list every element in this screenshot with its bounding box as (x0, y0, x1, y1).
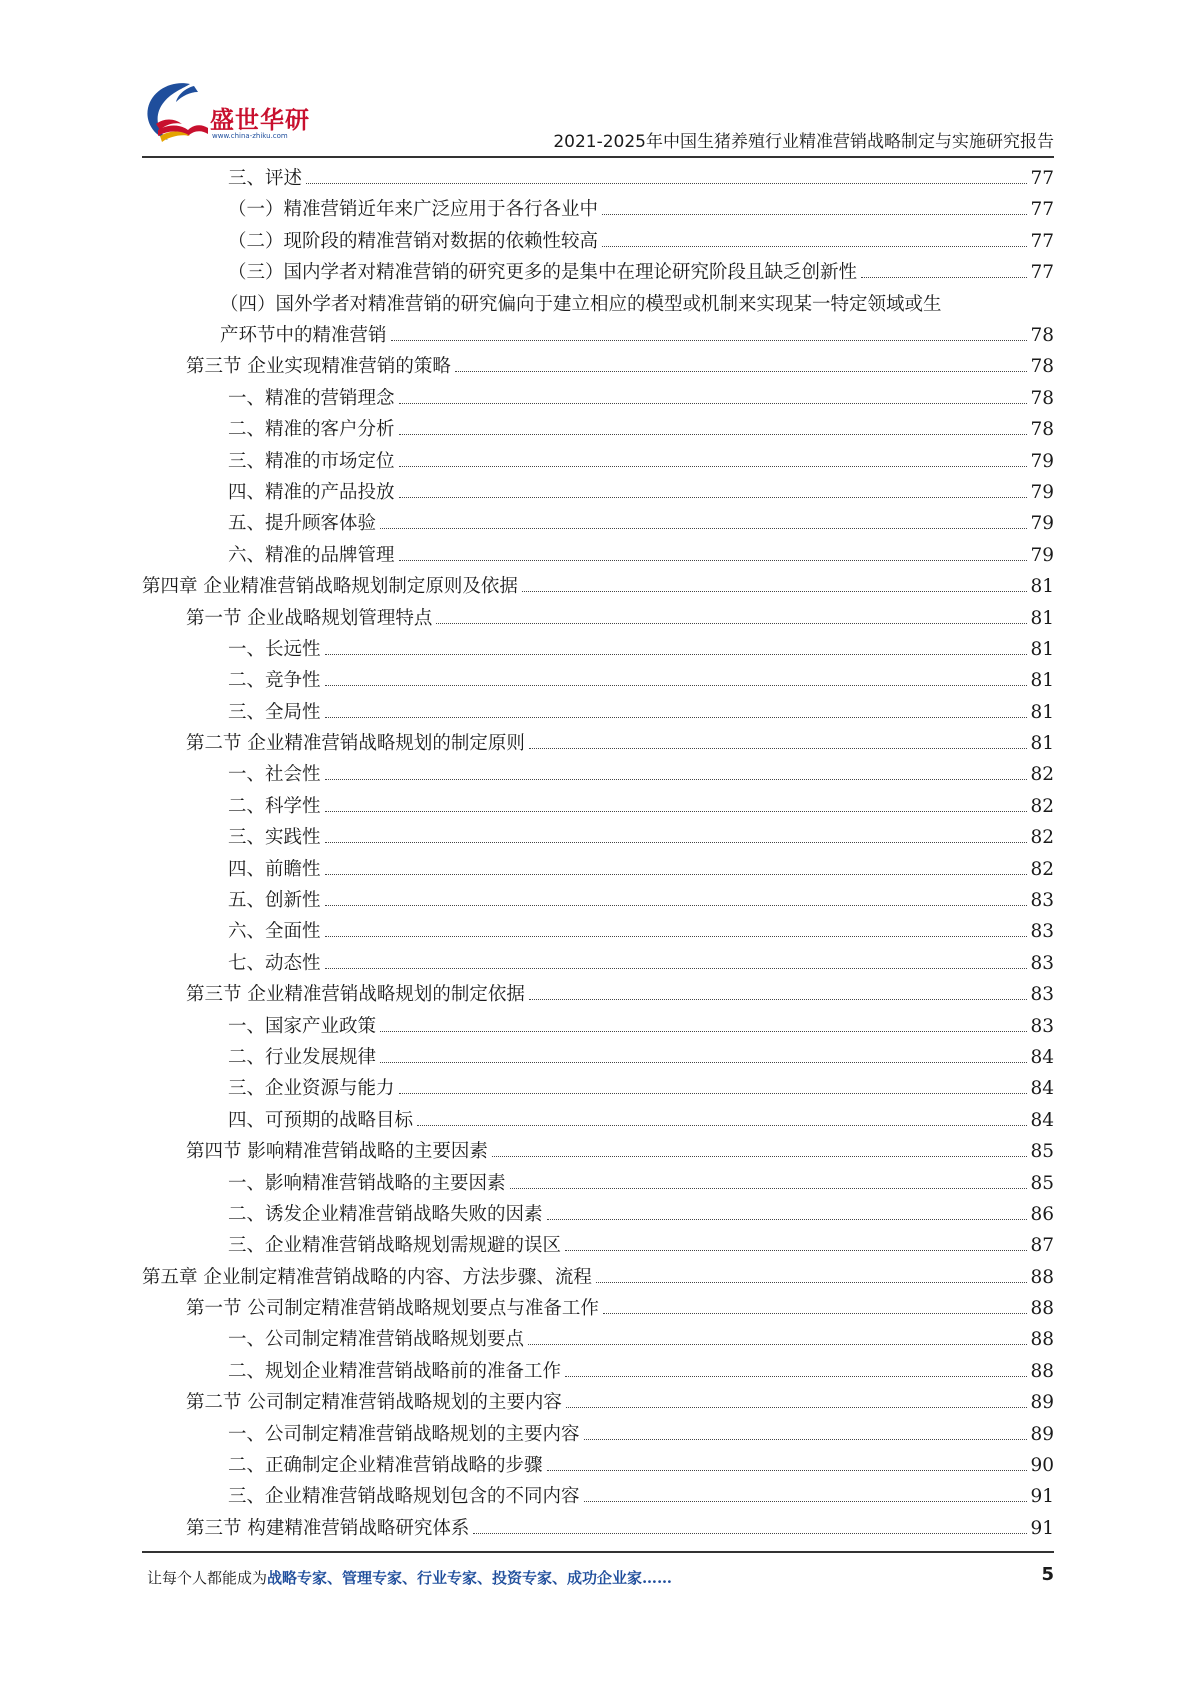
toc-entry[interactable] (142, 414, 1054, 445)
toc-entry-page: 81 (1030, 733, 1054, 755)
toc-entry-title: （三）国内学者对精准营销的研究更多的是集中在理论研究阶段且缺乏创新性 (228, 262, 858, 284)
toc-leader-dots (399, 1092, 1028, 1094)
toc-entry-title: 二、规划企业精准营销战略前的准备工作 (228, 1360, 562, 1382)
toc-leader-dots (529, 747, 1028, 749)
toc-entry-title: 二、竞争性 (228, 670, 321, 692)
toc-leader-dots (325, 873, 1028, 875)
toc-entry[interactable] (142, 1199, 1054, 1230)
toc-entry-title: 二、诱发企业精准营销战略失败的因素 (228, 1203, 543, 1225)
toc-entry-page: 81 (1030, 638, 1054, 660)
toc-leader-dots (325, 935, 1028, 937)
toc-leader-dots (325, 841, 1028, 843)
toc-entry[interactable] (142, 948, 1054, 979)
toc-leader-dots (584, 1500, 1028, 1502)
toc-leader-dots (380, 1030, 1027, 1032)
toc-entry-page: 87 (1030, 1235, 1054, 1257)
toc-entry-title: 一、社会性 (228, 764, 321, 786)
toc-leader-dots (325, 716, 1028, 718)
toc-leader-dots (529, 998, 1028, 1000)
toc-entry[interactable] (142, 1168, 1054, 1199)
footer-slogan (147, 1567, 672, 1588)
toc-entry-page: 81 (1030, 607, 1054, 629)
toc-entry-page: 83 (1030, 952, 1054, 974)
footer-divider (142, 1551, 1054, 1553)
toc-leader-dots (565, 1375, 1027, 1377)
toc-leader-dots (325, 967, 1028, 969)
toc-entry-title: 三、企业资源与能力 (228, 1078, 395, 1100)
toc-entry[interactable] (142, 728, 1054, 759)
toc-entry-page: 79 (1030, 544, 1054, 566)
toc-entry-page: 77 (1030, 230, 1054, 252)
toc-entry-title: 第四章 企业精准营销战略规划制定原则及依据 (142, 576, 518, 598)
toc-entry-page: 81 (1030, 670, 1054, 692)
logo-swoosh-icon (142, 80, 212, 146)
toc-entry[interactable] (142, 1136, 1054, 1167)
report-title: 2021-2025年中国生猪养殖行业精准营销战略制定与实施研究报告 (553, 132, 1054, 152)
toc-entry[interactable] (142, 194, 1054, 225)
toc-entry[interactable] (142, 1356, 1054, 1387)
toc-leader-dots (547, 1218, 1028, 1220)
toc-entry[interactable] (142, 1293, 1054, 1324)
toc-entry-title: 一、公司制定精准营销战略规划的主要内容 (228, 1423, 580, 1445)
toc-leader-dots (391, 339, 1028, 341)
toc-entry-title: （四）国外学者对精准营销的研究偏向于建立相应的模型或机制来实现某一特定领域或生 (220, 293, 942, 315)
toc-entry-page: 82 (1030, 764, 1054, 786)
toc-entry-page: 79 (1030, 481, 1054, 503)
toc-entry-page: 83 (1030, 890, 1054, 912)
toc-entry[interactable] (142, 916, 1054, 947)
toc-entry[interactable] (142, 477, 1054, 508)
toc-entry-page: 89 (1030, 1392, 1054, 1414)
toc-entry-title: 三、精准的市场定位 (228, 450, 395, 472)
toc-entry-title: 一、公司制定精准营销战略规划要点 (228, 1329, 525, 1351)
toc-entry[interactable] (142, 603, 1054, 634)
slogan-prefix: 让每个人都能成为 (147, 1569, 268, 1587)
toc-entry-title: 一、国家产业政策 (228, 1015, 377, 1037)
toc-entry-page: 90 (1030, 1455, 1054, 1477)
toc-entry-title: 第二节 公司制定精准营销战略规划的主要内容 (186, 1392, 562, 1414)
toc-entry[interactable] (142, 1105, 1054, 1136)
company-logo (142, 80, 342, 150)
toc-entry-page: 81 (1030, 576, 1054, 598)
toc-entry-page: 78 (1030, 324, 1054, 346)
toc-entry-title: 二、科学性 (228, 795, 321, 817)
header-divider (142, 156, 1054, 158)
toc-entry-page: 83 (1030, 921, 1054, 943)
toc-leader-dots (399, 496, 1028, 498)
toc-entry-title: 三、评述 (228, 168, 303, 189)
toc-leader-dots (417, 1124, 1027, 1126)
toc-leader-dots (399, 559, 1028, 561)
toc-entry-page: 78 (1030, 419, 1054, 441)
toc-leader-dots (380, 527, 1027, 529)
logo-name: 盛世华研 (210, 106, 310, 134)
toc-entry[interactable] (142, 1450, 1054, 1481)
toc-entry[interactable] (142, 1042, 1054, 1073)
toc-entry[interactable] (142, 854, 1054, 885)
toc-entry-title: 七、动态性 (228, 952, 321, 974)
toc-leader-dots (455, 370, 1028, 372)
toc-entry[interactable] (142, 508, 1054, 539)
toc-entry-page: 88 (1030, 1329, 1054, 1351)
toc-leader-dots (596, 1281, 1028, 1283)
toc-entry[interactable] (142, 1419, 1054, 1450)
toc-entry[interactable] (142, 1230, 1054, 1261)
toc-entry-title: （二）现阶段的精准营销对数据的依赖性较高 (228, 230, 599, 252)
toc-entry-page: 81 (1030, 701, 1054, 723)
toc-entry[interactable] (142, 759, 1054, 790)
toc-entry[interactable] (142, 540, 1054, 571)
toc-entry-title: 第三节 企业实现精准营销的策略 (186, 356, 451, 378)
toc-entry-page: 91 (1030, 1486, 1054, 1508)
toc-entry-title: 第四节 影响精准营销战略的主要因素 (186, 1141, 488, 1163)
toc-entry-page: 82 (1030, 858, 1054, 880)
toc-entry-page: 82 (1030, 827, 1054, 849)
toc-leader-dots (325, 810, 1028, 812)
toc-leader-dots (473, 1532, 1027, 1534)
toc-entry-title: 一、影响精准营销战略的主要因素 (228, 1172, 506, 1194)
toc-entry-page: 86 (1030, 1203, 1054, 1225)
toc-entry-title: 第三节 构建精准营销战略研究体系 (186, 1517, 470, 1539)
toc-leader-dots (547, 1469, 1028, 1471)
toc-entry[interactable] (142, 1073, 1054, 1104)
toc-entry-page: 82 (1030, 795, 1054, 817)
toc-entry[interactable] (142, 446, 1054, 477)
page-number: 5 (1041, 1564, 1054, 1585)
toc-leader-dots (399, 433, 1028, 435)
toc-entry[interactable] (142, 383, 1054, 414)
page-header (142, 80, 1054, 158)
toc-leader-dots (380, 1061, 1027, 1063)
toc-entry-page: 88 (1030, 1298, 1054, 1320)
toc-entry-title: 四、精准的产品投放 (228, 481, 395, 503)
toc-entry[interactable] (142, 289, 1054, 352)
toc-entry-title: 一、精准的营销理念 (228, 387, 395, 409)
toc-entry[interactable] (142, 351, 1054, 382)
toc-leader-dots (325, 684, 1028, 686)
toc-entry-title: 第五章 企业制定精准营销战略的内容、方法步骤、流程 (142, 1266, 592, 1288)
toc-entry-page: 84 (1030, 1109, 1054, 1131)
toc-entry[interactable] (142, 885, 1054, 916)
toc-entry-page: 77 (1030, 168, 1054, 189)
toc-entry-title: 五、创新性 (228, 890, 321, 912)
toc-entry-page: 84 (1030, 1046, 1054, 1068)
toc-leader-dots (566, 1406, 1028, 1408)
toc-entry-title: （一）精准营销近年来广泛应用于各行各业中 (228, 199, 599, 221)
slogan-highlight: 战略专家、管理专家、行业专家、投资专家、成功企业家…… (267, 1569, 673, 1587)
toc-entry-page: 91 (1030, 1517, 1054, 1539)
toc-entry[interactable] (142, 226, 1054, 257)
toc-entry-title-continued: 产环节中的精准营销 (220, 324, 387, 346)
toc-entry[interactable] (142, 1324, 1054, 1355)
toc-entry-title: 第三节 企业精准营销战略规划的制定依据 (186, 984, 525, 1006)
toc-entry-title: 三、企业精准营销战略规划需规避的误区 (228, 1235, 562, 1257)
toc-entry-page: 88 (1030, 1266, 1054, 1288)
toc-entry-title: 二、行业发展规律 (228, 1046, 377, 1068)
toc-leader-dots (399, 465, 1028, 467)
toc-entry-title: 六、全面性 (228, 921, 321, 943)
toc-leader-dots (325, 778, 1028, 780)
toc-leader-dots (565, 1249, 1027, 1251)
toc-leader-dots (861, 276, 1027, 278)
toc-leader-dots (306, 182, 1027, 184)
toc-leader-dots (325, 653, 1028, 655)
toc-entry-title: 三、实践性 (228, 827, 321, 849)
toc-entry-page: 84 (1030, 1078, 1054, 1100)
toc-entry[interactable] (142, 1513, 1054, 1544)
toc-entry[interactable] (142, 665, 1054, 696)
toc-entry-title: 二、正确制定企业精准营销战略的步骤 (228, 1455, 543, 1477)
table-of-contents (142, 163, 1054, 1544)
toc-entry[interactable] (142, 1481, 1054, 1512)
toc-entry-page: 83 (1030, 984, 1054, 1006)
toc-entry-title: 第一节 公司制定精准营销战略规划要点与准备工作 (186, 1298, 599, 1320)
toc-entry[interactable] (142, 634, 1054, 665)
toc-leader-dots (603, 1312, 1028, 1314)
toc-entry-page: 83 (1030, 1015, 1054, 1037)
toc-entry[interactable] (142, 822, 1054, 853)
toc-entry-title: 三、企业精准营销战略规划包含的不同内容 (228, 1486, 580, 1508)
toc-entry-page: 85 (1030, 1172, 1054, 1194)
toc-leader-dots (602, 245, 1027, 247)
toc-entry-title: 二、精准的客户分析 (228, 419, 395, 441)
toc-entry-page: 89 (1030, 1423, 1054, 1445)
toc-entry-title: 四、可预期的战略目标 (228, 1109, 414, 1131)
toc-entry-page: 78 (1030, 387, 1054, 409)
toc-entry-page: 78 (1030, 356, 1054, 378)
toc-entry-title: 四、前瞻性 (228, 858, 321, 880)
toc-entry[interactable] (142, 1387, 1054, 1418)
toc-leader-dots (399, 402, 1028, 404)
toc-entry-page: 77 (1030, 262, 1054, 284)
logo-url: www.china-zhiku.com (212, 132, 288, 140)
toc-entry[interactable] (142, 1262, 1054, 1293)
toc-leader-dots (602, 213, 1027, 215)
toc-leader-dots (510, 1187, 1028, 1189)
toc-leader-dots (522, 590, 1028, 592)
toc-entry[interactable] (142, 697, 1054, 728)
toc-leader-dots (492, 1155, 1028, 1157)
toc-entry-title: 六、精准的品牌管理 (228, 544, 395, 566)
toc-leader-dots (436, 622, 1027, 624)
toc-entry[interactable] (142, 163, 1054, 194)
toc-entry[interactable] (142, 571, 1054, 602)
toc-entry-title: 三、全局性 (228, 701, 321, 723)
toc-entry-page: 79 (1030, 513, 1054, 535)
toc-leader-dots (528, 1343, 1027, 1345)
toc-entry-title: 一、长远性 (228, 638, 321, 660)
toc-entry-page: 88 (1030, 1360, 1054, 1382)
toc-entry-page: 79 (1030, 450, 1054, 472)
toc-entry[interactable] (142, 979, 1054, 1010)
toc-leader-dots (584, 1438, 1028, 1440)
toc-entry-title: 五、提升顾客体验 (228, 513, 377, 535)
toc-entry-page: 77 (1030, 199, 1054, 221)
toc-entry[interactable] (142, 791, 1054, 822)
toc-entry-title: 第一节 企业战略规划管理特点 (186, 607, 433, 629)
toc-entry[interactable] (142, 1011, 1054, 1042)
toc-entry[interactable] (142, 257, 1054, 288)
toc-entry-page: 85 (1030, 1141, 1054, 1163)
toc-leader-dots (325, 904, 1028, 906)
toc-entry-title: 第二节 企业精准营销战略规划的制定原则 (186, 733, 525, 755)
